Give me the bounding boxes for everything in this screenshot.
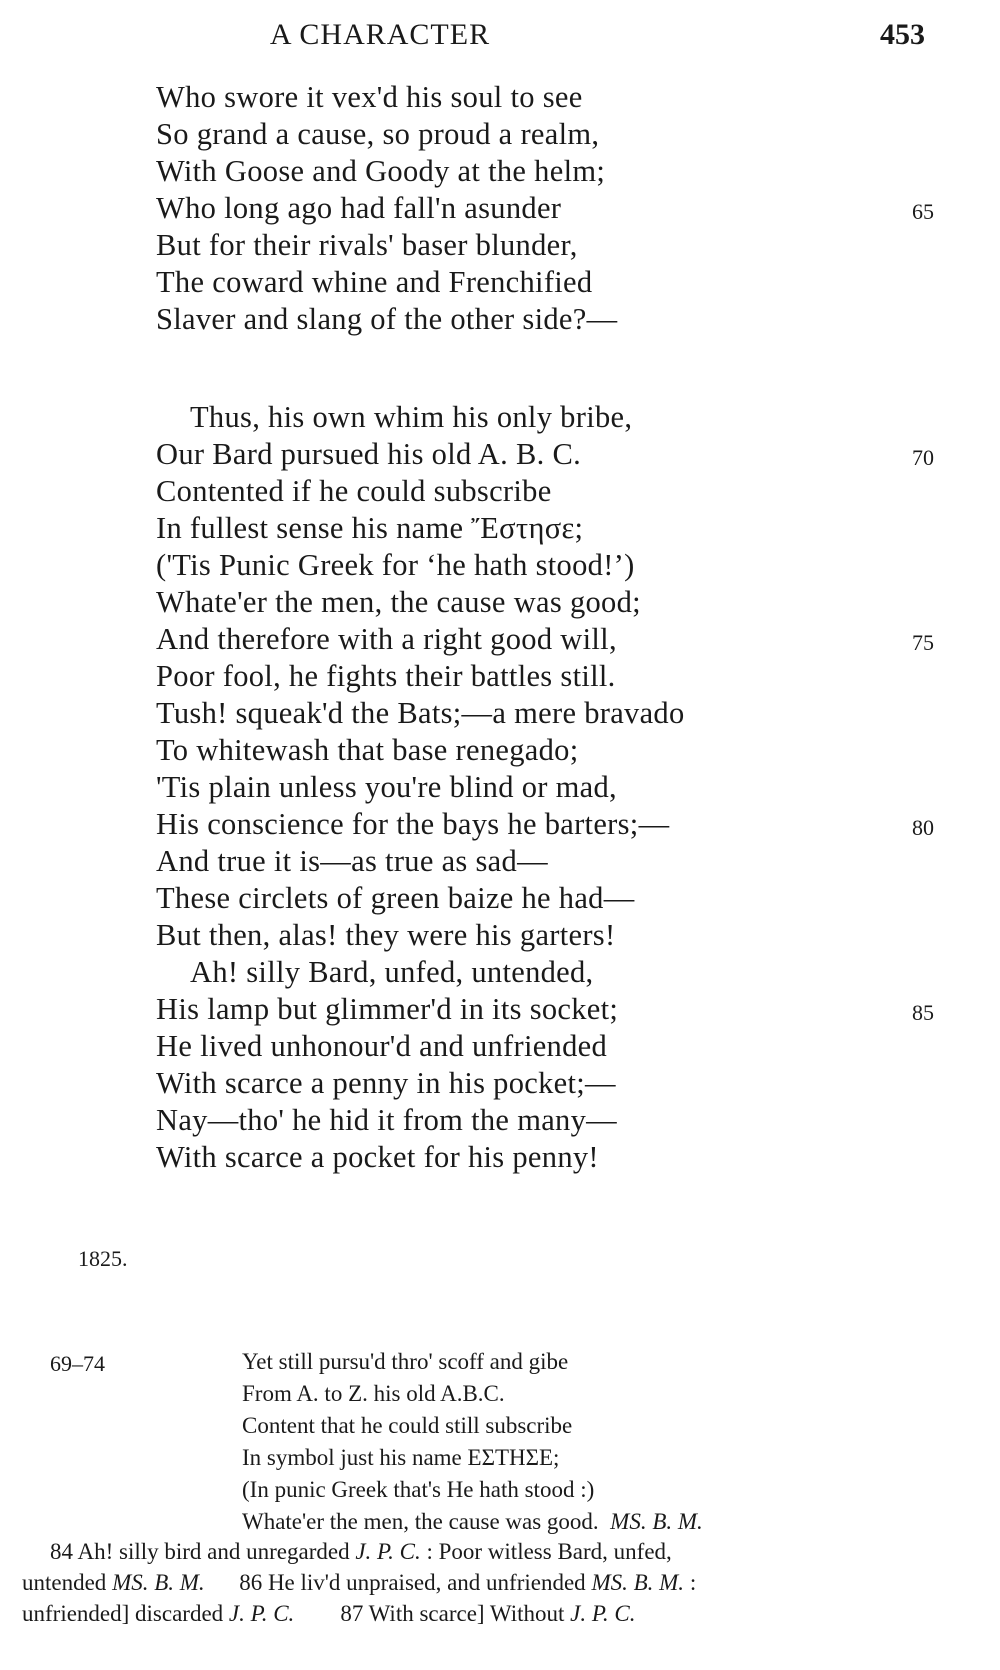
poem-line: Who swore it vex'd his soul to see: [156, 80, 583, 114]
note-reference: 69–74: [50, 1351, 105, 1376]
poem-line: Poor fool, he fights their battles still.: [156, 659, 616, 693]
poem-line: His conscience for the bays he barters;—: [156, 807, 670, 841]
line-number: 75: [912, 630, 934, 655]
source-siglum: J. P. C.: [228, 1601, 295, 1626]
poem-line: To whitewash that base renegado;: [156, 733, 579, 767]
variant-text: untended: [22, 1570, 107, 1595]
variant-text: unfriended] discarded: [22, 1601, 224, 1626]
poem-line: And therefore with a right good will,: [156, 622, 617, 656]
variant-text: 87 With scarce] Without: [340, 1601, 565, 1626]
variant-text: :: [689, 1570, 697, 1595]
note-line: Content that he could still subscribe: [242, 1413, 573, 1438]
variant-note: [22, 1568, 696, 1598]
source-siglum: MS. B. M.: [610, 1509, 703, 1534]
note-line: [242, 1507, 703, 1537]
poem-line: Thus, his own whim his only bribe,: [190, 400, 633, 434]
poem-line: He lived unhonour'd and unfriended: [156, 1029, 608, 1063]
poem-line: Slaver and slang of the other side?—: [156, 302, 618, 336]
source-siglum: J. P. C.: [355, 1539, 421, 1564]
running-title: A CHARACTER: [269, 18, 491, 51]
poem-line: Whate'er the men, the cause was good;: [156, 585, 641, 619]
poem-line: Contented if he could subscribe: [156, 474, 552, 508]
poem-line: So grand a cause, so proud a realm,: [156, 117, 600, 151]
poem-line: But then, alas! they were his garters!: [156, 918, 616, 952]
poem-line: Who long ago had fall'n asunder: [156, 191, 562, 225]
poem-line: Ah! silly Bard, unfed, untended,: [190, 955, 594, 989]
source-siglum: MS. B. M.: [591, 1570, 685, 1595]
poem-line: With Goose and Goody at the helm;: [156, 154, 606, 188]
poem-line: With scarce a penny in his pocket;—: [156, 1066, 616, 1100]
composition-date: 1825.: [78, 1246, 128, 1271]
variant-text: 86 He liv'd unpraised, and unfriended: [239, 1570, 586, 1595]
source-siglum: MS. B. M.: [112, 1570, 205, 1595]
poem-line: The coward whine and Frenchified: [156, 265, 593, 299]
source-siglum: J. P. C.: [570, 1601, 636, 1626]
poem-line: Our Bard pursued his old A. B. C.: [156, 437, 582, 471]
variant-note: [22, 1599, 636, 1629]
variant-text: 84 Ah! silly bird and unregarded: [50, 1539, 350, 1564]
variant-note: [50, 1537, 672, 1567]
poem-line: Tush! squeak'd the Bats;—a mere bravado: [156, 696, 685, 730]
poem-line: With scarce a pocket for his penny!: [156, 1140, 599, 1174]
line-number: 85: [912, 1000, 934, 1025]
poem-line: Nay—tho' he hid it from the many—: [156, 1103, 617, 1137]
line-number: 70: [912, 445, 934, 470]
note-line: In symbol just his name ΕΣΤΗΣΕ;: [242, 1445, 560, 1470]
line-number: 80: [912, 815, 934, 840]
line-number: 65: [912, 199, 934, 224]
note-line: Yet still pursu'd thro' scoff and gibe: [242, 1349, 569, 1374]
poem-line: These circlets of green baize he had—: [156, 881, 635, 915]
variant-text: : Poor witless Bard, unfed,: [426, 1539, 672, 1564]
poem-line: 'Tis plain unless you're blind or mad,: [156, 770, 617, 804]
note-line: From A. to Z. his old A.B.C.: [242, 1381, 505, 1406]
poem-line: And true it is—as true as sad—: [156, 844, 548, 878]
poem-line: His lamp but glimmer'd in its socket;: [156, 992, 619, 1026]
poem-line: ('Tis Punic Greek for ‘he hath stood!’): [156, 548, 635, 582]
note-line: (In punic Greek that's He hath stood :): [242, 1477, 595, 1502]
page-number: 453: [880, 18, 925, 51]
poem-line: But for their rivals' baser blunder,: [156, 228, 578, 262]
poem-line: In fullest sense his name Ἔστησε;: [156, 511, 584, 545]
note-text: Whate'er the men, the cause was good.: [242, 1509, 599, 1534]
